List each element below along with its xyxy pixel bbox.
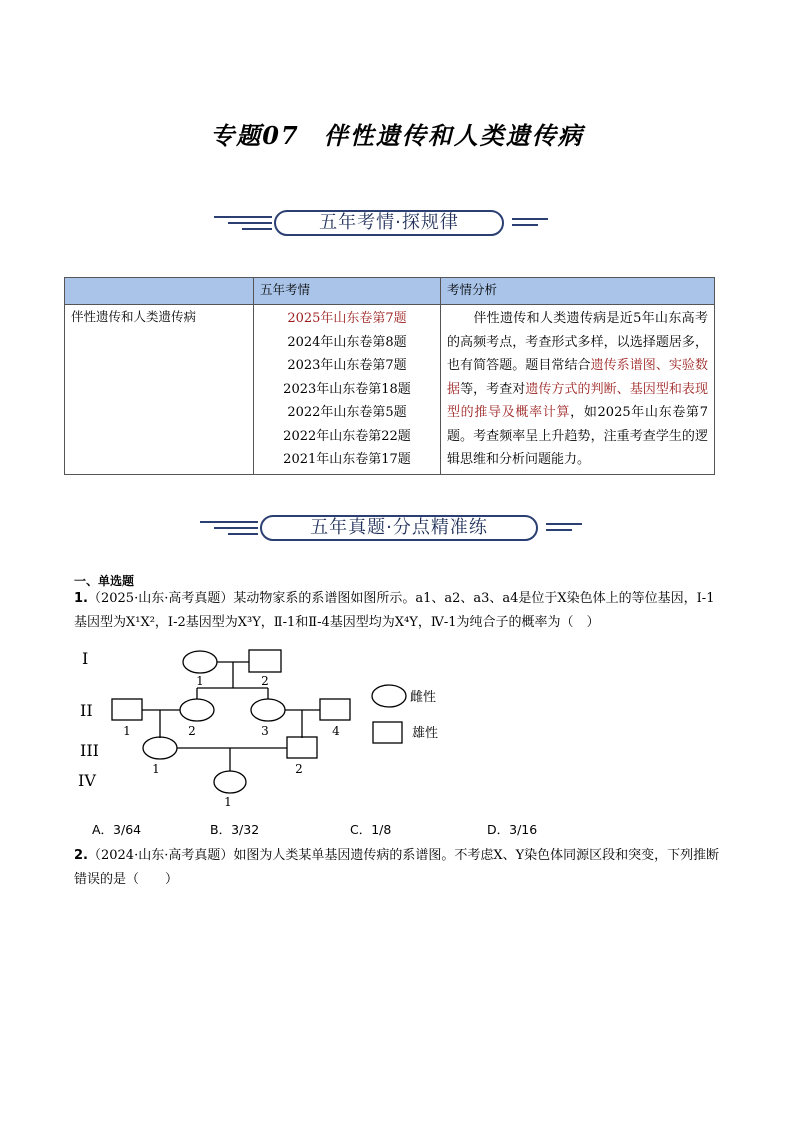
gen4-female-1 [214,771,246,793]
individual-label: 1 [152,762,160,776]
question-2 [74,844,724,892]
gen2-male-1 [112,699,142,720]
gen2-female-2 [180,699,214,721]
question-1-text: （2025·山东·高考真题）某动物家系的系谱图如图所示。a1、a2、a3、a4是位于X染色体上的等位基因，Ⅰ-1基因型为X¹X²，Ⅰ-2基因型为X³Y，Ⅱ-1和Ⅱ-4基因型均为X⁴Y，Ⅳ-1为纯合子的概率为（ ） [74,591,715,630]
generation-label-4: IV [78,771,96,790]
generation-label-3: III [80,741,99,760]
question-2-number: 2. [74,848,88,863]
option-b[interactable]: B．3/32 [210,822,260,837]
title-prefix: 专题07 [210,121,300,150]
section-heading: 一、单选题 [74,574,135,588]
analysis-highlight-1: 遗传系谱图、实验数据 [447,358,708,397]
analysis-text-1: 伴性遗传和人类遗传病是近5年山东高考的高频考点，考查形式多样，以选择题居多，也有简答题。题目常结合 [447,311,708,373]
banner-five-year-practice [0,515,794,545]
question-2-text: （2024·山东·高考真题）如图为人类某单基因遗传病的系谱图。不考虑X、Y染色体同源区段和突变，下列推断错误的是（ ） [74,848,720,887]
analysis-text-3: ，如2025年山东卷第7题。考查频率呈上升趋势，注重考查学生的逻辑思维和分析问题能力。 [447,405,708,467]
table-header-analysis: 考情分析 [441,278,715,305]
gen3-male-2 [287,737,317,758]
exam-item: 2023年山东卷第18题 [283,381,411,397]
right-stripes-decoration [512,214,548,232]
page-title [0,116,794,151]
exam-item: 2025年山东卷第7题 [287,311,407,326]
analysis-text-2: 等，考查对 [460,381,526,397]
individual-label: 3 [261,724,269,738]
individual-label: 4 [332,724,340,738]
table-header-exams: 五年考情 [254,278,441,305]
question-1 [74,587,724,635]
exam-item: 2024年山东卷第8题 [287,334,407,350]
title-main: 伴性遗传和人类遗传病 [323,121,584,150]
gen3-female-1 [143,737,177,759]
table-header-blank [65,278,254,305]
option-d[interactable]: D．3/16 [487,822,538,837]
left-stripes-decoration [214,214,272,232]
table-exams-cell [254,305,441,475]
individual-label: 1 [123,724,131,738]
legend-male-label: 雄性 [412,726,439,741]
legend-male-symbol [373,722,402,743]
gen1-male-2 [249,650,281,672]
generation-label-2: II [80,701,93,720]
gen1-female-1 [183,651,217,673]
exam-overview-table [64,277,715,475]
exam-item: 2022年山东卷第22题 [283,428,411,444]
individual-label: 2 [261,674,269,688]
pedigree-diagram [70,640,470,812]
legend-female-label: 雌性 [410,690,437,705]
table-topic-cell: 伴性遗传和人类遗传病 [65,305,254,475]
individual-label: 1 [196,674,204,688]
exam-item: 2022年山东卷第5题 [287,405,407,420]
individual-label: 2 [295,762,303,776]
analysis-highlight-2: 遗传方式的判断、基因型和表现型的推导及概率计算 [447,381,708,420]
banner2-label: 五年真题·分点精准练 [260,515,538,541]
table-analysis-cell [441,305,715,475]
right-stripes-decoration [546,519,582,537]
left-stripes-decoration [200,519,258,537]
option-c[interactable]: C．1/8 [350,822,392,837]
banner-five-year-overview [0,210,794,240]
question-1-number: 1. [74,591,88,606]
individual-label: 2 [188,724,196,738]
gen2-male-4 [320,699,350,720]
legend-female-symbol [372,685,406,707]
individual-label: 1 [224,795,232,809]
option-a[interactable]: A．3/64 [92,822,142,837]
exam-item: 2021年山东卷第17题 [283,452,411,467]
exam-item: 2023年山东卷第7题 [287,358,407,373]
banner1-label: 五年考情·探规律 [274,210,504,236]
gen2-female-3 [251,699,285,721]
generation-label-1: I [82,649,89,668]
